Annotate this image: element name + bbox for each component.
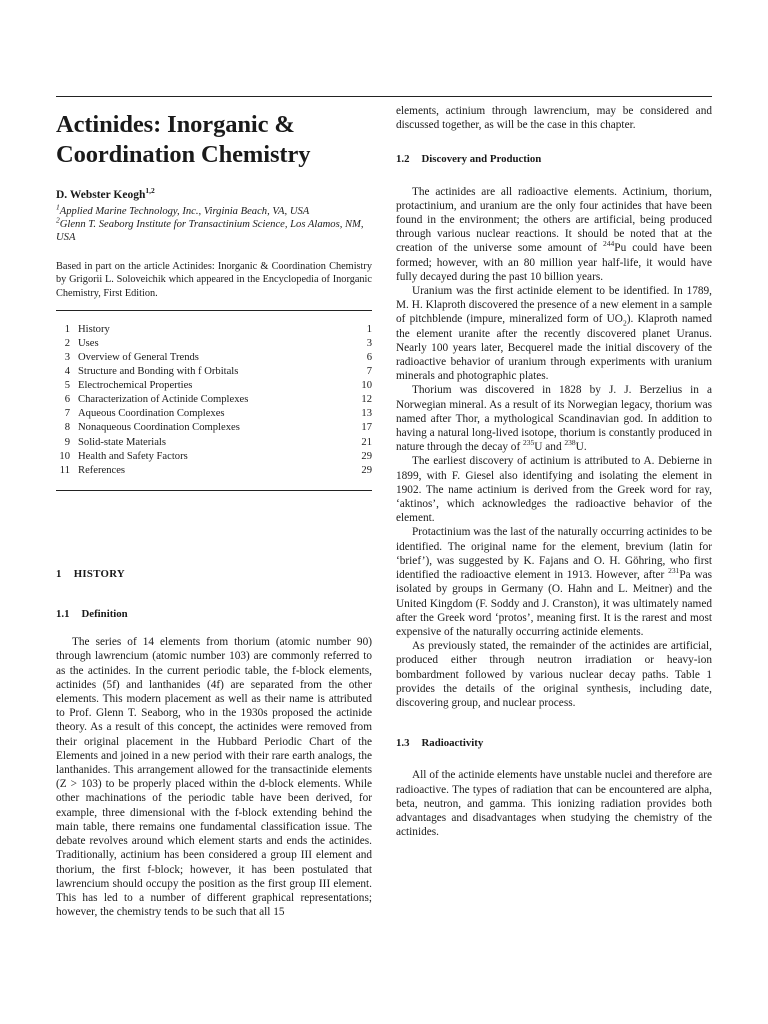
- toc-item[interactable]: 1 History 1: [64, 323, 372, 335]
- toc-item[interactable]: 3 Overview of General Trends 6: [64, 352, 372, 363]
- toc-item[interactable]: 5 Electrochemical Properties 10: [64, 380, 372, 392]
- toc-item[interactable]: 7 Aqueous Coordination Complexes 13: [64, 408, 372, 420]
- toc-item[interactable]: 10 Health and Safety Factors 29: [59, 450, 372, 462]
- toc-item[interactable]: 4 Structure and Bonding with f Orbitals 7: [64, 366, 372, 378]
- spacer: [396, 132, 712, 152]
- paragraph: Protactinium was the last of the naturally occurring actinides to be identified. The original name for the element, brevium (latin for ‘brief’), was suggested by K. Fajans and O. H. Göhring, who first identified the radioactive element in 1913. However, after $^{231}$Pa was isolated by groups in Germany (O. Hahn and L. Meitner) and the United Kingdom (F. Soddy and J. Cranston), it was ultimately named after the Greek word ‘protos’, meaning first. It is the rarest and most expensive of the naturally occurring actinide elements.: [396, 526, 712, 638]
- paragraph: The actinides are all radioactive elements. Actinium, thorium, protactinium, and uranium are the only four actinides that have been found in the environment; the others are artificial, being produced through various nuclear reactions. It should be noted that at the creation of the universe some amount of $^{244}$Pu could have been formed; however, with an 80 million year half-life, it would have fully decayed during the past 10 billion years.: [396, 185, 712, 283]
- origin-note: Based in part on the article Actinides: Inorganic & Coordination Chemistry by Grigorii L. Soloveichik which appeared in the Encyclopedia of Inorganic Chemistry, First Edition.: [56, 261, 372, 299]
- affiliation-2: $^2$Glenn T. Seaborg Institute for Transactinium Science, Los Alamos, NM, USA: [56, 215, 364, 244]
- subsection-heading-discovery: 1.2 Discovery and Production: [396, 153, 542, 166]
- author: [56, 188, 372, 202]
- subsection-heading-definition: 1.1 Definition: [56, 608, 128, 621]
- toc-item[interactable]: 6 Characterization of Actinide Complexes 12: [64, 394, 372, 406]
- affiliation-1: $^1$Applied Marine Technology, Inc., Virginia Beach, VA, USA: [56, 202, 310, 218]
- author-name: D. Webster Keogh: [56, 189, 146, 201]
- section-heading-history: 1 HISTORY: [56, 567, 126, 580]
- spacer: [56, 491, 372, 567]
- left-column: [56, 104, 372, 919]
- top-rule: [56, 96, 712, 97]
- paragraph: Thorium was discovered in 1828 by J. J. Berzelius in a Norwegian mineral. As a result of its Norwegian legacy, thorium was named after Thor, a mythological Scandinavian god. In addition to having a natural long-lived isotope, thorium is constantly produced in nature through the decay of $^{235}$U and $^{238}$U.: [396, 384, 712, 454]
- paragraph: Uranium was the first actinide element to be identified. In 1789, M. H. Klaproth discovered the presence of a new element in a sample of pitchblende (impure, mineralized form of $UO_2$). Klaproth named the element uranite after the recently discovered planet Uranus. Nearly 100 years later, Becquerel made the initial discovery of the radioactive behavior of uranium through experiments with uranium minerals and photographic plates.: [396, 285, 712, 383]
- paragraph: elements, actinium through lawrencium, may be considered and discussed together, as will be the case in this chapter.: [396, 105, 712, 132]
- paragraph: As previously stated, the remainder of the actinides are artificial, produced either through neutron irradiation or heavy-ion bombardment followed by various nuclear decay paths. Table 1 provides the details of the original synthesis, including date, discovering group, and nuclear process.: [396, 640, 712, 709]
- article-title: [56, 110, 372, 170]
- toc-item[interactable]: 8 Nonaqueous Coordination Complexes 17: [64, 422, 372, 434]
- toc-item[interactable]: 11 References 29: [59, 464, 372, 476]
- right-column: [396, 104, 712, 839]
- spacer: [396, 710, 712, 736]
- paragraph: All of the actinide elements have unstable nuclei and therefore are radioactive. The types of radiation that can be encountered are alpha, beta, neutron, and gamma. This ionizing radiation provides both advantages and disadvantages when studying the chemistry of the actinides.: [396, 769, 712, 839]
- author-affil-marker: 1,2: [145, 186, 155, 196]
- toc-item[interactable]: 2 Uses 3: [64, 337, 372, 349]
- paragraph: The earliest discovery of actinium is attributed to A. Debierne in 1899, with F. Giesel also identifying and isolating the element in 1902. The name actinium is derived from the Greek word for ray, ‘aktinos’, which acknowledges the radioactive behavior of the element.: [396, 455, 712, 525]
- paragraph: The series of 14 elements from thorium (atomic number 90) through lawrencium (atomic number 103) are commonly referred to as the actinides. In the current periodic table, the f-block elements, actinides (5f) and lanthanides (4f) are separated from the other elements. This modern placement as well as their name is attributed to Prof. Glenn T. Seaborg, who in the 1930s proposed the actinide theory. As a result of this concept, the actinides were removed from their original placement in the Hubbard Periodic Chart of the Elements and joined in a new period with their rare earth analogs, the lanthanides. This arrangement allowed for the transactinide elements (Z > 103) to be properly placed within the d-block elements. While other machinations of the periodic table have been derived, for example, three dimensional with the f-block extending behind the main table, there remains one fundamental classification issue. The debate revolves around which element starts and ends the actinides. Traditionally, actinium has been considered a group III element and thorium, the first f-block; however, it has been postulated that lawrencium should occupy the position as the first group III element. This has led to a number of different graphical representations; however, the chemistry tends to be such that all 15: [56, 636, 372, 919]
- subsection-heading-radioactivity: 1.3 Radioactivity: [396, 737, 484, 750]
- title-line-2: Coordination Chemistry: [56, 141, 311, 168]
- table-of-contents: [56, 310, 372, 491]
- title-line-1: Actinides: Inorganic &: [56, 111, 295, 138]
- toc-item[interactable]: 9 Solid-state Materials 21: [64, 436, 372, 448]
